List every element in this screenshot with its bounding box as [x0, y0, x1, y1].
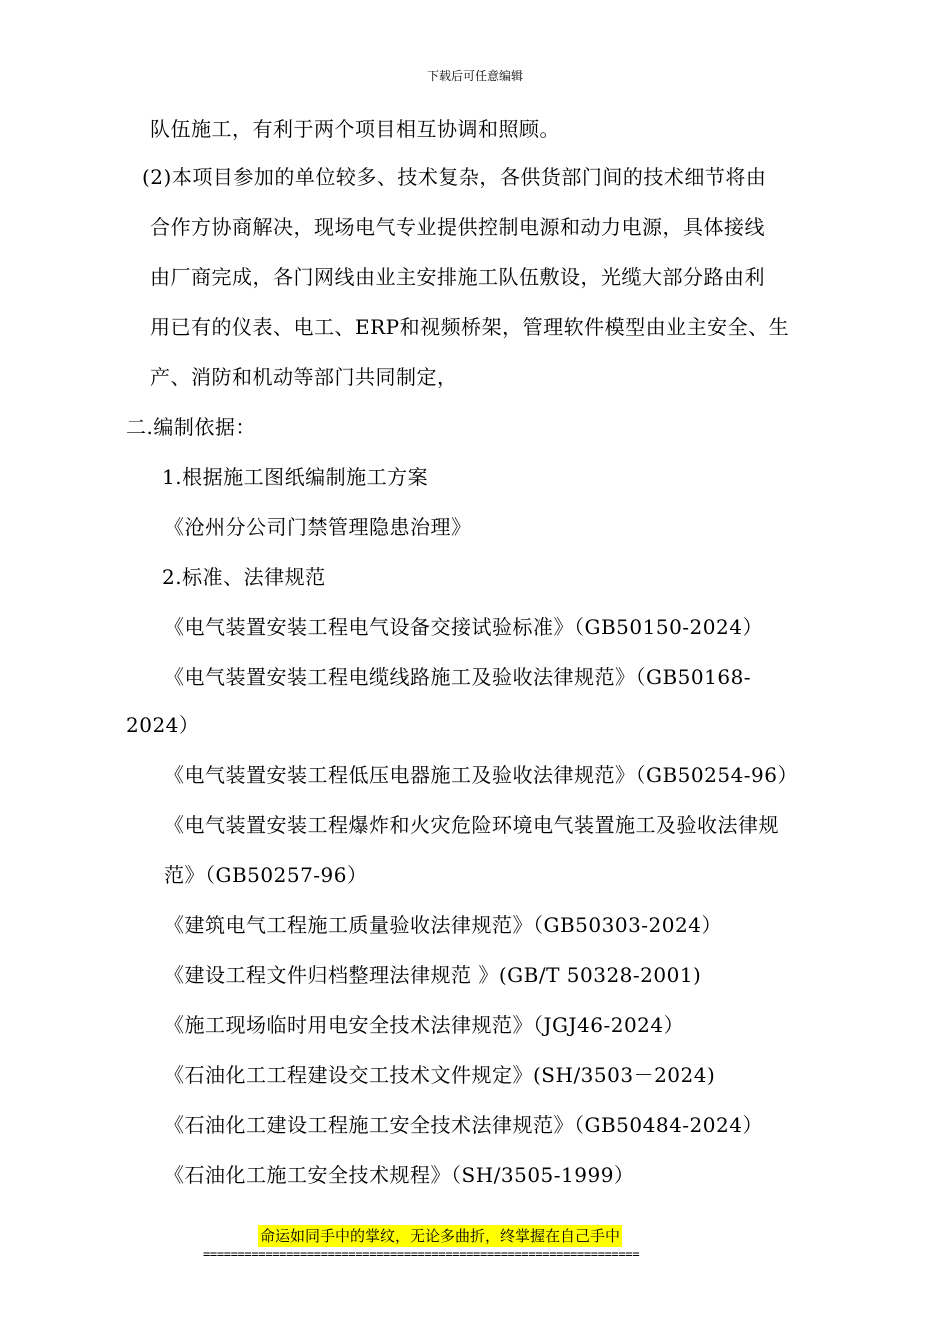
standard-item: 《电气装置安装工程电缆线路施工及验收法律规范》（GB50168- [164, 665, 752, 689]
section-heading: 二.编制依据： [126, 415, 256, 439]
list-item: 1.根据施工图纸编制施工方案 [162, 465, 429, 489]
standard-item: 《石油化工建设工程施工安全技术法律规范》（GB50484-2024） [164, 1113, 763, 1137]
paragraph-line: 队伍施工，有利于两个项目相互协调和照顾。 [150, 117, 560, 141]
standard-item: 范》（GB50257-96） [164, 863, 368, 887]
standard-item: 《电气装置安装工程爆炸和火灾危险环境电气装置施工及验收法律规 [164, 813, 779, 837]
standard-item: 《施工现场临时用电安全技术法律规范》（JGJ46-2024） [164, 1013, 685, 1037]
standard-item: 《建筑电气工程施工质量验收法律规范》（GB50303-2024） [164, 913, 722, 937]
paragraph-line: 用已有的仪表、电工、ERP和视频桥架，管理软件模型由业主安全、生 [150, 315, 790, 339]
list-item: 2.标准、法律规范 [162, 565, 326, 589]
standard-item: 2024） [126, 713, 200, 737]
paragraph-line: 产、消防和机动等部门共同制定， [150, 365, 458, 389]
paragraph-line: 由厂商完成，各门网线由业主安排施工队伍敷设，光缆大部分路由利 [150, 265, 765, 289]
paragraph-line: 合作方协商解决，现场电气专业提供控制电源和动力电源，具体接线 [150, 215, 765, 239]
standard-item: 《石油化工工程建设交工技术文件规定》(SH/3503－2024) [164, 1063, 716, 1087]
standard-item: 《电气装置安装工程电气设备交接试验标准》（GB50150-2024） [164, 615, 763, 639]
page-header: 下载后可任意编辑 [426, 69, 523, 83]
standard-item: 《石油化工施工安全技术规程》（SH/3505-1999） [164, 1163, 635, 1187]
standard-item: 《电气装置安装工程低压电器施工及验收法律规范》（GB50254-96） [164, 763, 799, 787]
footer-motto: 命运如同手中的掌纹，无论多曲折，终掌握在自己手中 [260, 1227, 621, 1245]
standard-item: 《建设工程文件归档整理法律规范 》(GB/T 50328-2001) [164, 963, 702, 987]
footer-divider: =============================================================== [203, 1247, 640, 1261]
list-item: 《沧州分公司门禁管理隐患治理》 [164, 515, 472, 539]
paragraph-line: (2)本项目参加的单位较多、技术复杂，各供货部门间的技术细节将由 [142, 165, 767, 189]
